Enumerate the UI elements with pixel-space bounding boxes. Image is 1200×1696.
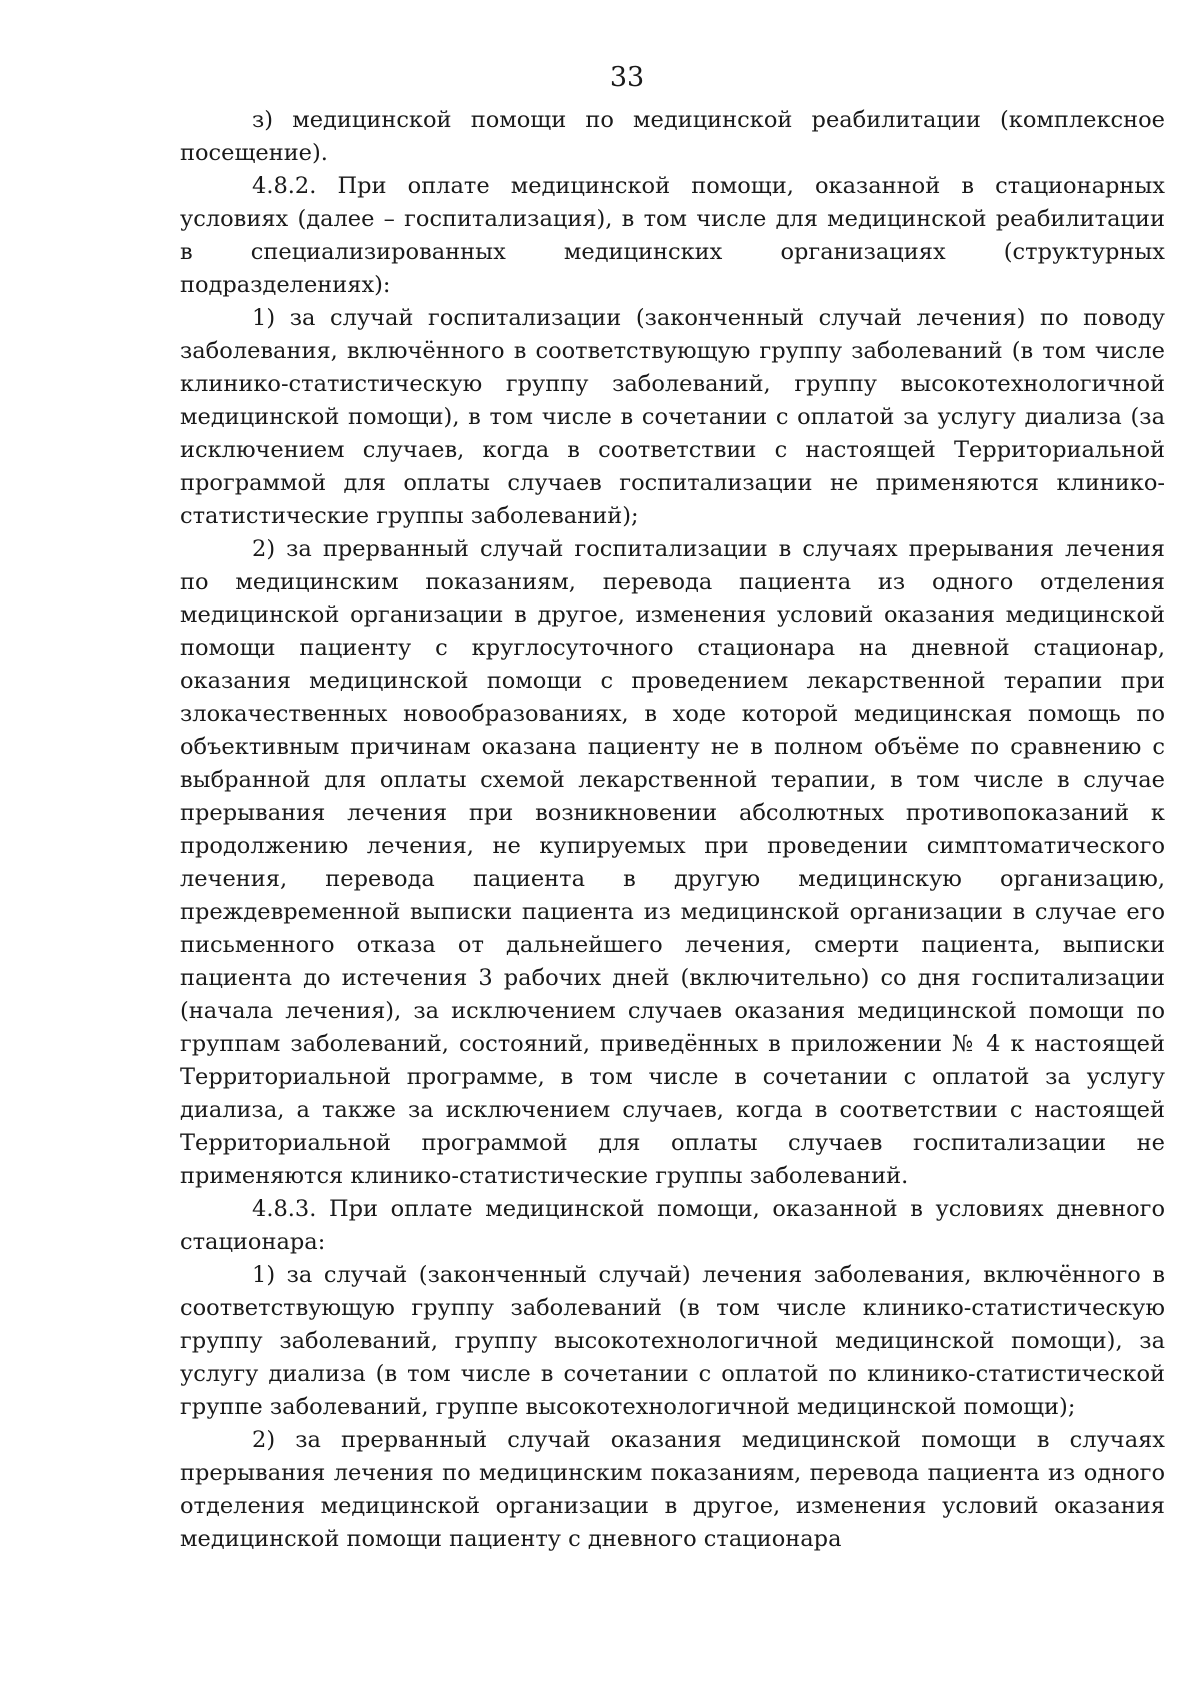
document-body	[180, 104, 1165, 1556]
page-number: 33	[609, 62, 645, 93]
paragraph-4-8-2: 4.8.2. При оплате медицинской помощи, оказанной в стационарных условиях (далее – госпитализация), в том числе для медицинской реабилитации в специализированных медицинских организациях (структурных подразделениях):	[180, 173, 1165, 298]
paragraph-4-8-2-item-2: 2) за прерванный случай госпитализации в случаях прерывания лечения по медицинским показаниям, перевода пациента из одного отделения медицинской организации в другое, изменения условий оказания медицинской помощи пациенту с круглосуточного стационара на дневной стационар, оказания медицинской помощи с проведением лекарственной терапии при злокачественных новообразованиях, в ходе которой медицинская помощь по объективным причинам оказана пациенту не в полном объёме по сравнению с выбранной для оплаты схемой лекарственной терапии, в том числе в случае прерывания лечения при возникновении абсолютных противопоказаний к продолжению лечения, не купируемых при проведении симптоматического лечения, перевода пациента в другую медицинскую организацию, преждевременной выписки пациента из медицинской организации в случае его письменного отказа от дальнейшего лечения, смерти пациента, выписки пациента до истечения 3 рабочих дней (включительно) со дня госпитализации (начала лечения), за исключением случаев оказания медицинской помощи по группам заболеваний, состояний, приведённых в приложении № 4 к настоящей Территориальной программе, в том числе в сочетании с оплатой за услугу диализа, а также за исключением случаев, когда в соответствии с настоящей Территориальной программой для оплаты случаев госпитализации не применяются клинико-статистические группы заболеваний.	[180, 536, 1165, 1189]
paragraph-z-rehabilitation: з) медицинской помощи по медицинской реабилитации (комплексное посещение).	[180, 107, 1165, 166]
paragraph-4-8-2-item-1: 1) за случай госпитализации (законченный случай лечения) по поводу заболевания, включённого в соответствующую группу заболеваний (в том числе клинико-статистическую группу заболеваний, группу высокотехнологичной медицинской помощи), в том числе в сочетании с оплатой за услугу диализа (за исключением случаев, когда в соответствии с настоящей Территориальной программой для оплаты случаев госпитализации не применяются клинико-статистические группы заболеваний);	[180, 305, 1165, 529]
paragraph-4-8-3-item-1: 1) за случай (законченный случай) лечения заболевания, включённого в соответствующую группу заболеваний (в том числе клинико-статистическую группу заболеваний, группу высокотехнологичной медицинской помощи), за услугу диализа (в том числе в сочетании с оплатой по клинико-статистической группе заболеваний, группе высокотехнологичной медицинской помощи);	[180, 1262, 1165, 1420]
paragraph-4-8-3: 4.8.3. При оплате медицинской помощи, оказанной в условиях дневного стационара:	[180, 1196, 1165, 1255]
paragraph-4-8-3-item-2: 2) за прерванный случай оказания медицинской помощи в случаях прерывания лечения по медицинским показаниям, перевода пациента из одного отделения медицинской организации в другое, изменения условий оказания медицинской помощи пациенту с дневного стационара	[180, 1427, 1165, 1552]
